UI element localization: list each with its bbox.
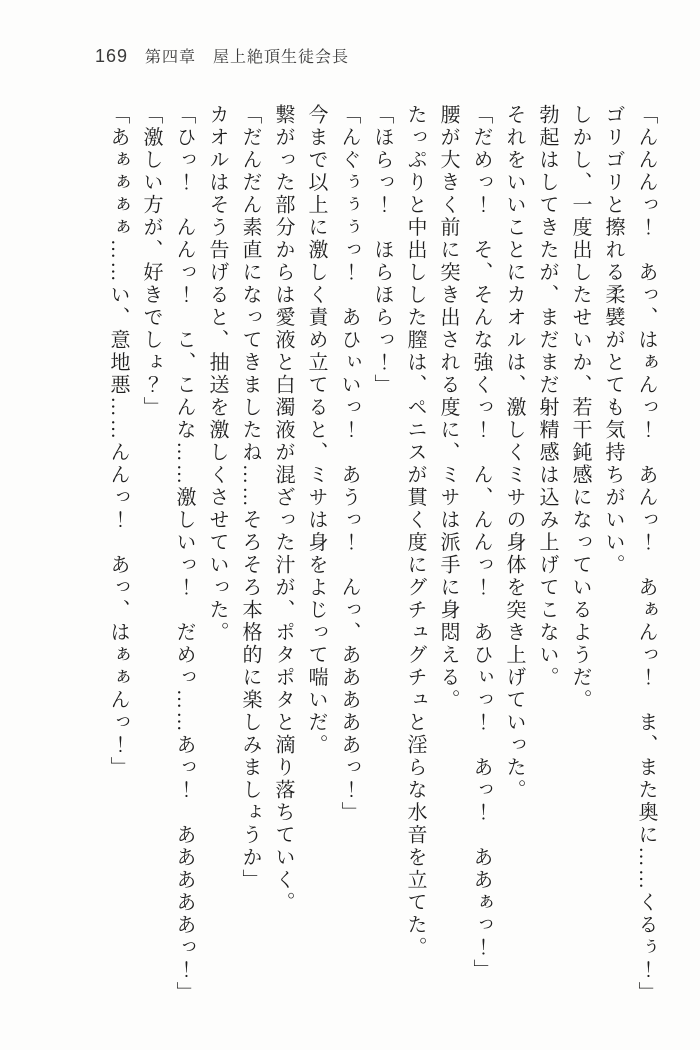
narration-line: たっぷりと中出しした膣は、ペニスが貫く度にグチュグチュと淫らな水音を立てた。 [404,104,426,959]
narration-line: それをいいことにカオルは、激しくミサの身体を突き上げていった。 [503,104,525,802]
dialogue-line: 「だめっ！ そ、そんな強くっ！ ん、んんっ！ あひぃっ！ あっ！ ああぁっ！」 [470,104,492,982]
dialogue-line: 「ほらっ！ ほらほらっ！」 [371,104,393,397]
novel-text-block [101,104,662,1039]
dialogue-line: 「だんだん素直になってきましたね……そろそろ本格的に楽しみましょうか」 [239,104,261,892]
narration-line: カオルはそう告げると、抽送を激しくさせていった。 [206,104,228,644]
narration-line: ゴリゴリと擦れる柔襞がとても気持ちがいい。 [602,104,624,577]
dialogue-line: 「激しい方が、好きでしょ？」 [140,104,162,419]
dialogue-line: 「んんんっ！ あっ、はぁんっ！ あんっ！ あぁんっ！ ま、また奥に……くるぅ！」 [635,104,657,1004]
narration-line: 今まで以上に激しく責め立てると、ミサは身をよじって喘いだ。 [305,104,327,757]
narration-line: しかし、一度出したせいか、若干鈍感になっているようだ。 [569,104,591,712]
narration-line: 繋がった部分からは愛液と白濁液が混ざった汁が、ポタポタと滴り落ちていく。 [272,104,294,914]
narration-line: 勃起はしてきたが、まだまだ射精感は込み上げてこない。 [536,104,558,689]
page-number: 169 [95,46,129,66]
dialogue-line: 「あぁぁぁぁ……い、意地悪……んんっ！ あっ、はぁぁんっ！」 [107,104,129,779]
dialogue-line: 「んぐぅぅぅっ！ あひぃいっ！ あうっ！ んっ、あああああっ！」 [338,104,360,824]
dialogue-line: 「ひっ！ んんっ！ こ、こんな……激しいっ！ だめっ……あっ！ あああああっ！」 [173,104,195,1004]
narration-line: 腰が大きく前に突き出される度に、ミサは派手に身悶える。 [437,104,459,712]
chapter-title: 第四章 屋上絶頂生徒会長 [145,49,350,66]
page-header [95,44,349,67]
